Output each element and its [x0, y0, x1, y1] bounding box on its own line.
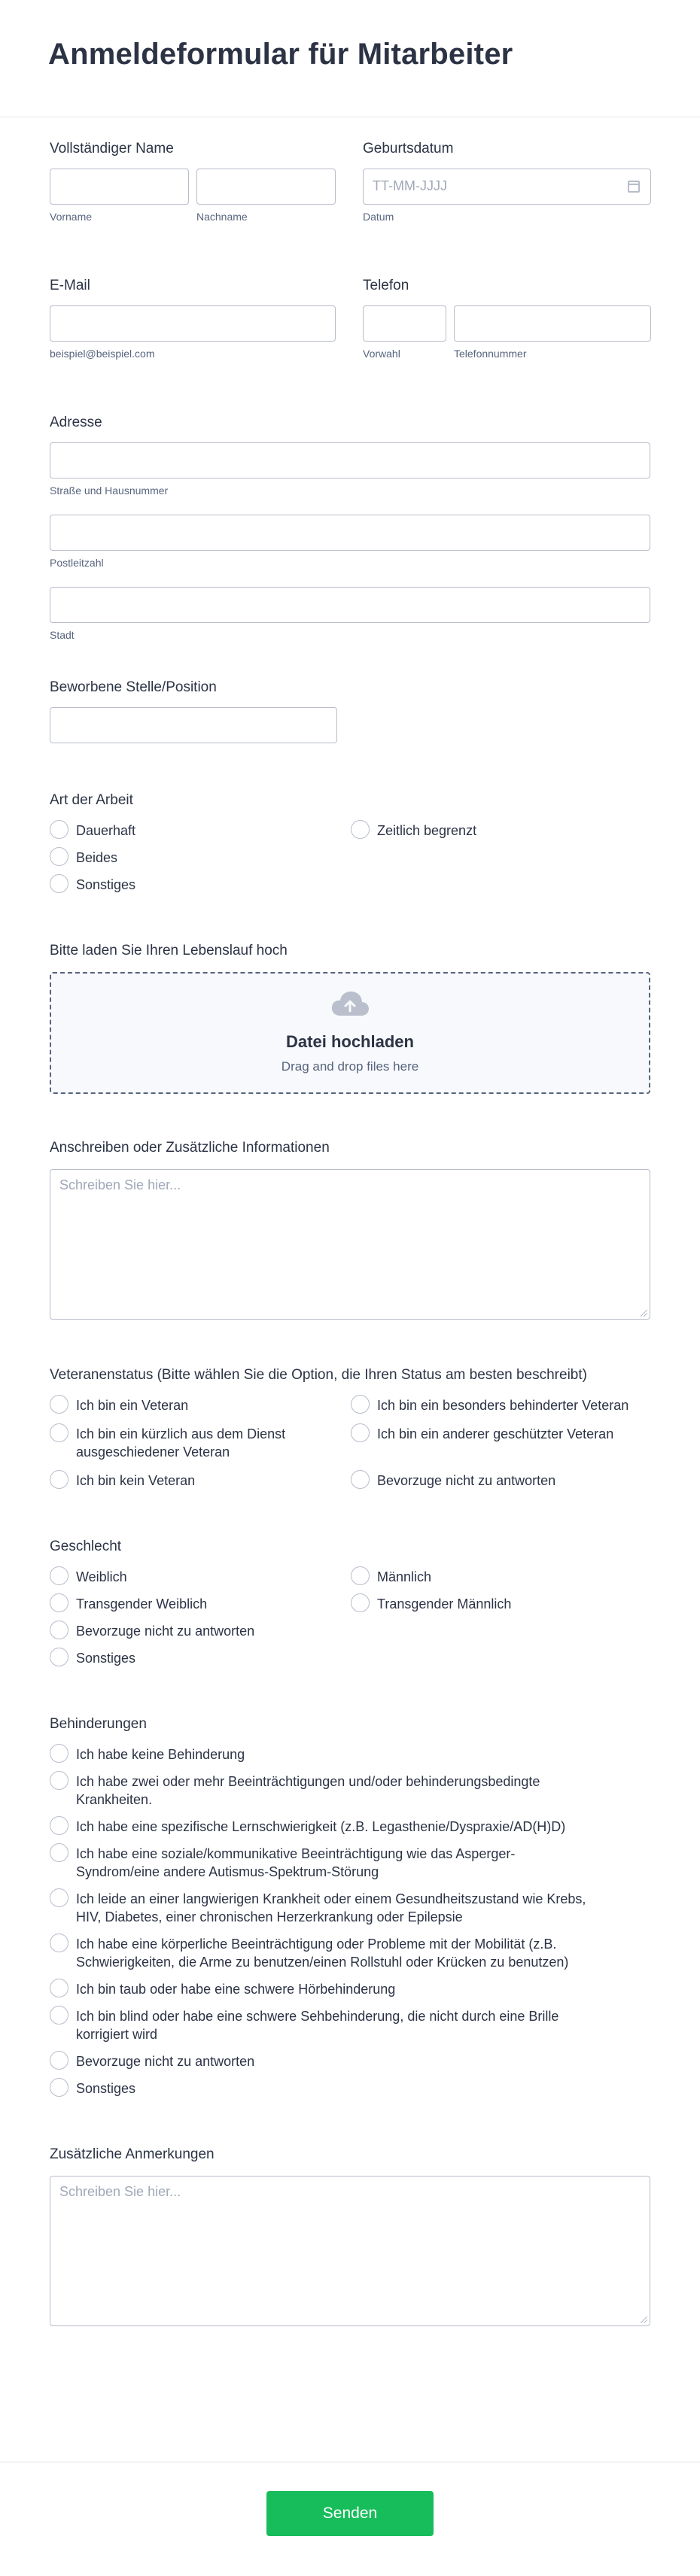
worktype-option[interactable]: Dauerhaft: [50, 822, 351, 840]
veteran-label: Veteranenstatus (Bitte wählen Sie die Option, die Ihren Status am besten beschreibt): [50, 1367, 587, 1383]
birth-sublabel: Datum: [363, 211, 394, 223]
radio-button[interactable]: [50, 1888, 68, 1907]
notes-field: [0, 2146, 700, 2326]
radio-button[interactable]: [50, 1934, 68, 1952]
worktype-option[interactable]: Beides: [50, 849, 351, 867]
veteran-option[interactable]: Ich bin ein kürzlich aus dem Dienst ausgeschiedener Veteran: [50, 1425, 351, 1461]
disability-field: [0, 1715, 700, 2098]
radio-button[interactable]: [50, 847, 68, 866]
email-field: [50, 277, 336, 360]
radio-button[interactable]: [351, 1395, 370, 1414]
veteran-option[interactable]: Bevorzuge nicht zu antworten: [351, 1472, 652, 1490]
zip-sublabel: Postleitzahl: [50, 557, 104, 569]
radio-button[interactable]: [50, 1843, 68, 1862]
radio-button[interactable]: [50, 1979, 68, 1997]
street-input[interactable]: [50, 442, 650, 478]
gender-option[interactable]: Transgender Männlich: [351, 1595, 652, 1613]
radio-button[interactable]: [351, 1470, 370, 1489]
calendar-icon[interactable]: [628, 181, 640, 193]
radio-button[interactable]: [50, 1395, 68, 1414]
cover-field: [0, 1139, 700, 1320]
upload-dropzone[interactable]: [50, 972, 650, 1094]
worktype-option[interactable]: Zeitlich begrenzt: [351, 822, 652, 840]
position-field: [0, 679, 700, 743]
radio-button[interactable]: [351, 1566, 370, 1585]
worktype-label: Art der Arbeit: [50, 792, 133, 808]
email-label: E-Mail: [50, 278, 90, 293]
radio-button[interactable]: [50, 1648, 68, 1666]
name-birth-row: [0, 140, 700, 254]
veteran-option[interactable]: Ich bin ein anderer geschützter Veteran: [351, 1425, 652, 1461]
veteran-option[interactable]: Ich bin ein Veteran: [50, 1396, 351, 1414]
gender-label: Geschlecht: [50, 1539, 122, 1554]
name-label: Vollständiger Name: [50, 141, 174, 156]
cover-placeholder: Schreiben Sie hier...: [59, 1177, 181, 1192]
radio-button[interactable]: [50, 1744, 68, 1763]
birth-label: Geburtsdatum: [363, 141, 454, 156]
form-header: [0, 0, 700, 117]
disability-option[interactable]: Ich habe zwei oder mehr Beeinträchtigungen und/oder behinderungsbedingte Krankheiten.: [50, 1773, 592, 1809]
radio-button[interactable]: [351, 820, 370, 839]
radio-button[interactable]: [50, 2051, 68, 2070]
disability-option[interactable]: Ich bin blind oder habe eine schwere Sehbehinderung, die nicht durch eine Brille korrigiert wird: [50, 2007, 592, 2043]
position-label: Beworbene Stelle/Position: [50, 679, 217, 695]
radio-button[interactable]: [50, 874, 68, 893]
notes-textarea[interactable]: [50, 2176, 650, 2326]
first-name-input[interactable]: [50, 169, 189, 205]
cover-label: Anschreiben oder Zusätzliche Informationen: [50, 1140, 330, 1156]
area-code-sublabel: Vorwahl: [363, 348, 400, 360]
radio-button[interactable]: [50, 1423, 68, 1442]
first-name-sublabel: Vorname: [50, 211, 93, 223]
disability-option[interactable]: Ich habe eine körperliche Beeinträchtigung oder Probleme mit der Mobilität (z.B. Schwierigkeiten, die Arme zu benutzen/einen Rollstuhl oder Krücken zu benutzen): [50, 1935, 592, 1971]
veteran-option[interactable]: Ich bin kein Veteran: [50, 1472, 351, 1490]
gender-option[interactable]: Transgender Weiblich: [50, 1595, 351, 1613]
area-code-input[interactable]: [363, 305, 446, 342]
cloud-upload-icon: [330, 990, 370, 1017]
radio-button[interactable]: [351, 1593, 370, 1612]
birth-date-input[interactable]: [363, 169, 651, 205]
email-sublabel: beispiel@beispiel.com: [50, 348, 155, 360]
radio-button[interactable]: [351, 1423, 370, 1442]
radio-button[interactable]: [50, 1470, 68, 1489]
disability-option[interactable]: Bevorzuge nicht zu antworten: [50, 2052, 592, 2070]
submit-button[interactable]: Senden: [266, 2491, 434, 2536]
gender-option[interactable]: Männlich: [351, 1568, 652, 1586]
zip-input[interactable]: [50, 515, 650, 551]
radio-button[interactable]: [50, 2006, 68, 2025]
phone-number-sublabel: Telefonnummer: [454, 348, 527, 360]
page-title: Anmeldeformular für Mitarbeiter: [48, 38, 513, 71]
city-sublabel: Stadt: [50, 629, 75, 641]
last-name-input[interactable]: [196, 169, 336, 205]
radio-button[interactable]: [50, 2078, 68, 2097]
disability-option[interactable]: Ich bin taub oder habe eine schwere Hörbehinderung: [50, 1980, 592, 1998]
radio-button[interactable]: [50, 1816, 68, 1835]
city-input[interactable]: [50, 587, 650, 623]
notes-label: Zusätzliche Anmerkungen: [50, 2146, 215, 2162]
resume-label: Bitte laden Sie Ihren Lebenslauf hoch: [50, 943, 288, 958]
radio-button[interactable]: [50, 1621, 68, 1639]
gender-option[interactable]: Bevorzuge nicht zu antworten: [50, 1622, 351, 1640]
radio-button[interactable]: [50, 1771, 68, 1790]
veteran-option[interactable]: Ich bin ein besonders behinderter Veteran: [351, 1396, 652, 1414]
worktype-option[interactable]: Sonstiges: [50, 876, 351, 894]
street-sublabel: Straße und Hausnummer: [50, 485, 169, 497]
cover-textarea[interactable]: [50, 1169, 650, 1320]
upload-subtitle: Drag and drop files here: [281, 1059, 419, 1074]
email-phone-row: [0, 277, 700, 391]
disability-option[interactable]: Sonstiges: [50, 2079, 592, 2098]
phone-field: [363, 277, 651, 360]
birth-field: [363, 140, 651, 223]
form-footer: [0, 2462, 700, 2576]
disability-option[interactable]: Ich habe keine Behinderung: [50, 1745, 592, 1763]
gender-option[interactable]: Weiblich: [50, 1568, 351, 1586]
disability-option[interactable]: Ich habe eine soziale/kommunikative Beeinträchtigung wie das Asperger-Syndrom/eine andere Autismus-Spektrum-Störung: [50, 1845, 592, 1881]
veteran-field: [0, 1366, 700, 1490]
position-input[interactable]: [50, 707, 337, 743]
phone-number-input[interactable]: [454, 305, 651, 342]
radio-button[interactable]: [50, 1593, 68, 1612]
notes-placeholder: Schreiben Sie hier...: [59, 2184, 181, 2199]
phone-label: Telefon: [363, 278, 409, 293]
disability-option[interactable]: Ich habe eine spezifische Lernschwierigkeit (z.B. Legasthenie/Dyspraxie/AD(H)D): [50, 1818, 592, 1836]
name-field: [50, 140, 336, 223]
birth-date-placeholder: TT-MM-JJJJ: [373, 178, 447, 193]
upload-title: Datei hochladen: [286, 1032, 414, 1051]
resize-handle-icon[interactable]: [641, 1310, 647, 1317]
gender-option[interactable]: Sonstiges: [50, 1649, 351, 1667]
radio-button[interactable]: [50, 1566, 68, 1585]
resize-handle-icon[interactable]: [641, 2316, 647, 2323]
worktype-field: [0, 791, 700, 894]
email-input[interactable]: [50, 305, 336, 342]
resume-field: [0, 942, 700, 1094]
disability-label: Behinderungen: [50, 1716, 147, 1732]
gender-field: [0, 1538, 700, 1667]
radio-button[interactable]: [50, 820, 68, 839]
address-field: [0, 414, 700, 641]
disability-option[interactable]: Ich leide an einer langwierigen Krankheit oder einem Gesundheitszustand wie Krebs, HIV, Diabetes, einer chronischen Herzerkrankung oder Epilepsie: [50, 1890, 592, 1926]
address-label: Adresse: [50, 415, 102, 430]
last-name-sublabel: Nachname: [196, 211, 248, 223]
